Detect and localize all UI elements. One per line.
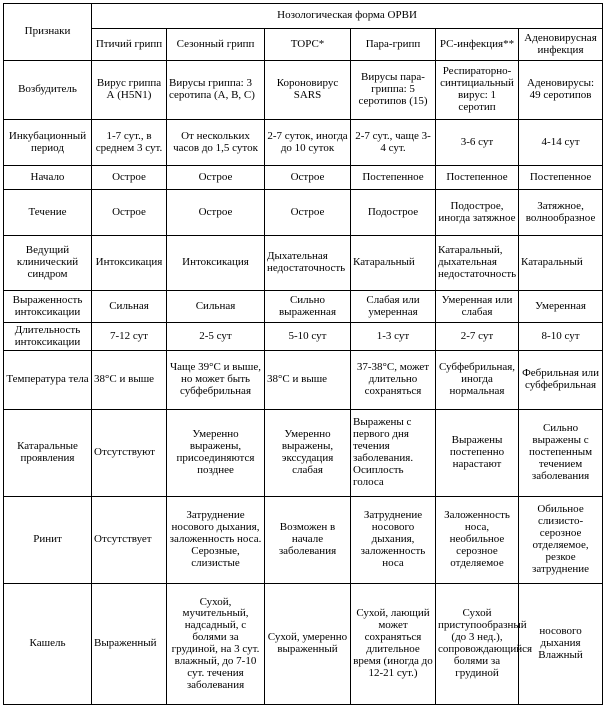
table-cell: Короновирус SARS — [265, 61, 351, 120]
column-header: Аденовирусная инфекция — [519, 29, 603, 61]
table-cell: 7-12 сут — [92, 323, 167, 351]
table-cell: Сухой, мучительный, надсадный, с болями за грудиной, на 3 сут. влажный, до 7-10 сут. течения заболевания — [167, 584, 265, 705]
table-cell: Умеренная — [519, 291, 603, 323]
table-row — [4, 410, 603, 497]
table-cell: 38°С и выше — [265, 351, 351, 410]
table-cell: Сухой, лающий может сохраняться длительное время (иногда до 12-21 сут.) — [351, 584, 436, 705]
row-label: Ведущий клинический синдром — [4, 236, 92, 291]
table-cell: Интоксикация — [92, 236, 167, 291]
group-header: Нозологическая форма ОРВИ — [92, 4, 603, 29]
table-cell: Сильно выражены с постепенным течением заболевания — [519, 410, 603, 497]
table-cell: Обильное слизисто-серозное отделяемое, резкое затруднение — [519, 497, 603, 584]
table-cell: Заложенность носа, необильное серозное отделяемое — [436, 497, 519, 584]
table-cell: Затяжное, волнообразное — [519, 190, 603, 236]
row-label: Кашель — [4, 584, 92, 705]
table-cell: Постепенное — [351, 166, 436, 190]
table-cell: Вирус гриппа А (H5N1) — [92, 61, 167, 120]
table-row — [4, 236, 603, 291]
orvi-comparison-table — [3, 3, 603, 705]
table-cell: Острое — [265, 166, 351, 190]
table-cell: Сухой, умеренно выраженный — [265, 584, 351, 705]
table-cell: Выраженный — [92, 584, 167, 705]
table-cell: Чаще 39°С и выше, но может быть субфебрильная — [167, 351, 265, 410]
table-cell: 5-10 сут — [265, 323, 351, 351]
table-cell: Катаральный — [519, 236, 603, 291]
table-cell: Острое — [92, 166, 167, 190]
table-cell: Сухой приступообразный (до 3 нед.), сопровождающийся болями за грудиной — [436, 584, 519, 705]
table-cell: Острое — [167, 190, 265, 236]
table-cell: Умеренно выражены, экссудация слабая — [265, 410, 351, 497]
row-label: Инкубационный период — [4, 120, 92, 166]
row-label: Возбудитель — [4, 61, 92, 120]
table-cell: Выражены с первого дня течения заболевания. Осиплость голоса — [351, 410, 436, 497]
table-cell: 2-7 сут., чаще 3- 4 сут. — [351, 120, 436, 166]
table-cell: Аденовирусы: 49 серотипов — [519, 61, 603, 120]
table-row — [4, 351, 603, 410]
table-cell: Подострое, иногда затяжное — [436, 190, 519, 236]
table-cell: Затруднение носового дыхания, заложенность носа — [351, 497, 436, 584]
row-label: Катаральные проявления — [4, 410, 92, 497]
row-label: Ринит — [4, 497, 92, 584]
column-header: ТОРС* — [265, 29, 351, 61]
table-cell: Сильная — [167, 291, 265, 323]
row-label: Начало — [4, 166, 92, 190]
table-cell: Постепенное — [519, 166, 603, 190]
row-label: Течение — [4, 190, 92, 236]
table-cell: Катаральный, дыхательная недостаточность — [436, 236, 519, 291]
row-label: Температура тела — [4, 351, 92, 410]
column-header: Сезонный грипп — [167, 29, 265, 61]
table-cell: Респираторно-синтициальный вирус: 1 серотип — [436, 61, 519, 120]
table-row — [4, 584, 603, 705]
table-row — [4, 291, 603, 323]
row-label: Выраженность интоксикации — [4, 291, 92, 323]
table-row — [4, 190, 603, 236]
table-cell: Дыхательная недостаточность — [265, 236, 351, 291]
table-cell: 38°С и выше — [92, 351, 167, 410]
table-cell: Фебрильная или субфебрильная — [519, 351, 603, 410]
table-row — [4, 497, 603, 584]
table-cell: носового дыхания Влажный — [519, 584, 603, 705]
column-header: Птичий грипп — [92, 29, 167, 61]
table-cell: 2-7 суток, иногда до 10 суток — [265, 120, 351, 166]
table-cell: 1-7 сут., в среднем 3 сут. — [92, 120, 167, 166]
table-cell: Острое — [265, 190, 351, 236]
table-cell: 8-10 сут — [519, 323, 603, 351]
table-cell: Слабая или умеренная — [351, 291, 436, 323]
header-group-row — [4, 4, 603, 29]
table-cell: 1-3 сут — [351, 323, 436, 351]
table-cell: Вирусы гриппа: 3 серотипа (А, В, С) — [167, 61, 265, 120]
column-header: Пара-грипп — [351, 29, 436, 61]
table-cell: От нескольких часов до 1,5 суток — [167, 120, 265, 166]
table-cell: Катаральный — [351, 236, 436, 291]
row-label: Длительность интоксикации — [4, 323, 92, 351]
table-cell: Сильная — [92, 291, 167, 323]
table-cell: Подострое — [351, 190, 436, 236]
table-row — [4, 61, 603, 120]
table-cell: 37-38°С, может длительно сохраняться — [351, 351, 436, 410]
column-header: РС-инфекция** — [436, 29, 519, 61]
table-cell: Вирусы пара-гриппа: 5 серотипов (15) — [351, 61, 436, 120]
table-cell: Сильно выраженная — [265, 291, 351, 323]
table-cell: 3-6 сут — [436, 120, 519, 166]
table-cell: Возможен в начале заболевания — [265, 497, 351, 584]
table-row — [4, 323, 603, 351]
table-cell: Постепенное — [436, 166, 519, 190]
table-cell: Отсутствуют — [92, 410, 167, 497]
header-columns-row — [4, 29, 603, 61]
table-cell: Острое — [167, 166, 265, 190]
table-cell: 2-5 сут — [167, 323, 265, 351]
table-cell: Затруднение носового дыхания, заложенность носа. Серозные, слизистые — [167, 497, 265, 584]
table-cell: Умеренно выражены, присоединяются позднее — [167, 410, 265, 497]
table-cell: Острое — [92, 190, 167, 236]
table-cell: Субфебрильная, иногда нормальная — [436, 351, 519, 410]
table-cell: 4-14 сут — [519, 120, 603, 166]
table-cell: Выражены постепенно нарастают — [436, 410, 519, 497]
table-cell: 2-7 сут — [436, 323, 519, 351]
table-cell: Интоксикация — [167, 236, 265, 291]
table-row — [4, 166, 603, 190]
corner-header: Признаки — [4, 4, 92, 61]
table-cell: Умеренная или слабая — [436, 291, 519, 323]
table-row — [4, 120, 603, 166]
table-cell: Отсутствует — [92, 497, 167, 584]
